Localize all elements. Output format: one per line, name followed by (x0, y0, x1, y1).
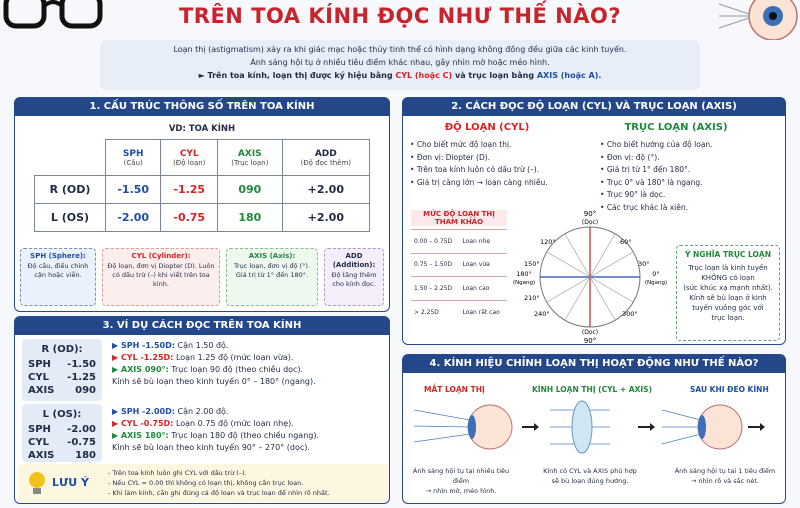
example-left-explain: ▶ SPH -2.00D: Cận 2.00 độ. ▶ CYL -0.75D: Loạn 0.75 độ (mức loạn nhẹ). ▶ AXIS 180°: Trục loạn 180 độ (theo chiều ngang). Kính sẽ bù loạn theo kinh tuyến 90° – 270° (dọc). (112, 407, 320, 452)
intro-line-2: Ánh sáng hội tụ ở nhiều tiêu điểm khác nhau, gây nhìn mờ hoặc méo hình. (250, 58, 550, 67)
txt: Trục loạn 180 độ (theo chiều ngang). (171, 431, 320, 440)
dial-label-left: 180° (516, 270, 532, 278)
val: -1.50 (67, 359, 96, 370)
def-axis (226, 248, 318, 306)
intro-box (100, 40, 700, 90)
caption-3 (668, 466, 782, 486)
def-text: Trục loạn, đơn vị độ (°). Giá trị từ 1° đến 180°. (233, 262, 311, 279)
lbl: AXIS (28, 385, 55, 396)
example-left-values (22, 404, 102, 462)
key: CYL -0.75D: (120, 419, 174, 428)
cap-line: Kính có CYL và AXIS phù hợp (543, 467, 637, 475)
meaning-line: KHÔNG có loạn (701, 274, 755, 282)
level-label: Loạn cao (459, 277, 507, 301)
level-label: Loạn vừa (459, 253, 507, 277)
table-row (411, 277, 507, 301)
prescription-table (34, 139, 370, 232)
dial-label-top: 90° (583, 210, 597, 218)
dial-210: 210° (524, 294, 540, 302)
example-right-explain: ▶ SPH -1.50D: Cận 1.50 độ. ▶ CYL -1.25D: Loạn 1.25 độ (mức loạn vừa). ▶ AXIS 090°: Trục loạn 90 độ (theo chiều dọc). Kính sẽ bù loạn theo kinh tuyến 0° – 180° (ngang). (112, 341, 316, 386)
example-eye: R (OD): (41, 344, 83, 355)
axis-heading: TRỤC LOẠN (AXIS) (624, 122, 728, 133)
axis-dial (510, 208, 670, 345)
dial-240: 240° (534, 310, 550, 318)
def-title: ADD (Addition): (332, 252, 376, 269)
def-add (324, 248, 384, 306)
cell: +2.00 (282, 204, 369, 232)
correction-illustration (410, 396, 780, 458)
lbl: AXIS (28, 450, 55, 461)
col-name: CYL (179, 148, 199, 159)
lbl: SPH (28, 424, 51, 435)
example-eye: L (OS): (42, 409, 82, 420)
after-heading: SAU KHI ĐEO KÍNH (690, 385, 769, 394)
list-item: • Trục 0° và 180° là ngang. (600, 177, 713, 190)
level-range: 1.50 – 2.25D (411, 277, 459, 301)
dial-150: 150° (524, 260, 540, 268)
key: AXIS 180°: (120, 431, 169, 440)
cyl-heading: ĐỘ LOẠN (CYL) (444, 122, 530, 133)
meaning-line: Trục loạn là kinh tuyến (688, 264, 768, 272)
col-cyl (161, 140, 218, 176)
cap-line: sẽ bù loạn đúng hướng. (551, 477, 629, 485)
note-line: - Trên toa kính luôn ghi CYL với dấu trừ (–). (108, 469, 247, 477)
def-title: AXIS (Axis): (248, 252, 296, 260)
note-line: - Khi làm kính, cần ghi đúng cả độ loạn và trục loạn để nhìn rõ nhất. (108, 489, 330, 497)
example-right-values (22, 339, 102, 401)
txt: Trục loạn 90 độ (theo chiều dọc). (171, 365, 304, 374)
table-row (35, 204, 370, 232)
level-range: > 2.25D (411, 300, 459, 324)
intro-line-3 (100, 69, 700, 82)
key: CYL -1.25D: (120, 353, 174, 362)
col-name: AXIS (237, 148, 262, 159)
cyl-list (410, 139, 548, 189)
list-item: • Các trục khác là xiên. (600, 202, 713, 215)
note-box (18, 464, 388, 502)
dial-sub-top: (Dọc) (581, 219, 599, 226)
dial-label-bottom: 90° (583, 337, 597, 345)
dial-120: 120° (540, 238, 556, 246)
lightbulb-icon (26, 470, 48, 498)
section-2-heading: 2. CÁCH ĐỌC ĐỘ LOẠN (CYL) VÀ TRỤC LOẠN (AXIS) (403, 98, 785, 116)
intro-text-2: và trục loạn bằng (455, 71, 535, 80)
cap-line: Ánh sáng hội tụ tại nhiều tiêu điểm (412, 467, 510, 485)
lbl: SPH (28, 359, 51, 370)
intro-line-1: Loạn thị (astigmatism) xảy ra khi giác mạc hoặc thủy tinh thể có hình dạng không đồng đều giữa các kinh tuyến. (173, 45, 627, 54)
val: -2.00 (67, 424, 96, 435)
list-item: • Trục 90° là dọc. (600, 189, 713, 202)
caption-2 (530, 466, 650, 486)
cell: +2.00 (282, 176, 369, 204)
section-3-heading: 3. VÍ DỤ CÁCH ĐỌC TRÊN TOA KÍNH (15, 317, 389, 335)
def-title: CYL (Cylinder): (131, 252, 191, 260)
col-name: ADD (314, 148, 337, 159)
dial-sub-right: (Ngang) (644, 280, 668, 286)
col-name: SPH (122, 148, 144, 159)
level-range: 0.00 – 0.75D (411, 230, 459, 254)
lens-heading: KÍNH LOẠN THỊ (CYL + AXIS) (532, 385, 652, 394)
table-row (411, 300, 507, 324)
list-item: • Giá trị càng lớn → loạn càng nhiều. (410, 177, 548, 190)
def-title: SPH (Sphere): (30, 252, 86, 260)
cell: -1.25 (161, 176, 218, 204)
cap-line: Ánh sáng hội tụ tại 1 tiêu điểm (674, 467, 776, 475)
dial-sub-left: (Ngang) (512, 280, 536, 286)
lbl: CYL (28, 437, 49, 448)
meaning-heading: Ý NGHĨA TRỤC LOẠN (684, 250, 772, 259)
level-heading: MỨC ĐỘ LOẠN THỊ THAM KHẢO (411, 210, 507, 226)
level-label: Loạn rất cao (459, 300, 507, 324)
section-1-heading: 1. CẤU TRÚC THÔNG SỐ TRÊN TOA KÍNH (15, 98, 389, 116)
page-title: TRÊN TOA KÍNH ĐỌC NHƯ THẾ NÀO? (178, 4, 622, 28)
val: -0.75 (67, 437, 96, 448)
dial-60: 60° (620, 238, 632, 246)
eye-astig-heading: MẮT LOẠN THỊ (424, 385, 485, 394)
meaning-line: tuyến vuông góc với (692, 304, 764, 312)
caption-1 (406, 466, 516, 496)
def-text: Độ loạn, đơn vị Diopter (D). Luôn có dấu trừ (–) khi viết trên toa kính. (107, 262, 215, 288)
cell: -0.75 (161, 204, 218, 232)
def-cyl (102, 248, 220, 306)
example-label: VD: TOA KÍNH (168, 124, 236, 134)
table-row (411, 230, 507, 254)
section-4-heading: 4. KÍNH HIỆU CHỈNH LOẠN THỊ HOẠT ĐỘNG NHƯ THẾ NÀO? (403, 355, 785, 373)
axis-list (600, 139, 713, 214)
dial-300: 300° (622, 310, 638, 318)
row-eye: R (OD) (35, 176, 106, 204)
note-line: - Nếu CYL = 0.00 thì không có loạn thị, không cần trục loạn. (108, 479, 304, 487)
meaning-line: trục loạn. (711, 314, 745, 322)
list-item: • Đơn vị: độ (°). (600, 152, 713, 165)
txt: Cận 2.00 độ. (177, 407, 229, 416)
list-item: • Đơn vị: Diopter (D). (410, 152, 548, 165)
col-sub: (Trục loạn) (231, 158, 269, 167)
txt: Kính sẽ bù loạn theo kinh tuyến 90° – 270° (dọc). (112, 443, 310, 452)
def-text: Độ cầu, điều chỉnh cận hoặc viễn. (27, 262, 89, 279)
meaning-line: Kính sẽ bù loạn ở kinh (689, 294, 767, 302)
list-item: • Giá trị từ 1° đến 180°. (600, 164, 713, 177)
cell: 090 (218, 176, 283, 204)
dial-30: 30° (638, 260, 650, 268)
intro-cyl: CYL (hoặc C) (395, 71, 453, 80)
col-add (282, 140, 369, 176)
dial-label-right: 0° (652, 270, 660, 278)
note-text (108, 468, 330, 498)
val: 090 (75, 385, 96, 396)
list-item: • Trên toa kính luôn có dấu trừ (–). (410, 164, 548, 177)
cell: 180 (218, 204, 283, 232)
def-sph (20, 248, 96, 306)
txt: Kính sẽ bù loạn theo kinh tuyến 0° – 180° (ngang). (112, 377, 316, 386)
level-range: 0.75 – 1.50D (411, 253, 459, 277)
row-eye: L (OS) (35, 204, 106, 232)
intro-text: ► Trên toa kính, loạn thị được ký hiệu bằng (198, 71, 393, 80)
axis-meaning-box (676, 245, 780, 341)
key: SPH -1.50D: (120, 341, 175, 350)
key: SPH -2.00D: (120, 407, 175, 416)
cell: -1.50 (105, 176, 160, 204)
col-sph (105, 140, 160, 176)
col-axis (218, 140, 283, 176)
val: -1.25 (67, 372, 96, 383)
val: 180 (75, 450, 96, 461)
meaning-line: (sức khúc xạ mạnh nhất). (683, 284, 773, 292)
key: AXIS 090°: (120, 365, 169, 374)
note-label: LƯU Ý (52, 476, 89, 489)
col-sub: (Độ loạn) (173, 158, 206, 167)
txt: Loạn 0.75 độ (mức loạn nhẹ). (175, 419, 294, 428)
def-text: Độ tăng thêm cho kính đọc. (331, 271, 377, 288)
cap-line: → nhìn rõ và sắc nét. (691, 477, 759, 485)
txt: Cận 1.50 độ. (177, 341, 229, 350)
col-sub: (Độ đọc thêm) (300, 158, 352, 167)
lbl: CYL (28, 372, 49, 383)
list-item: • Cho biết mức độ loạn thị. (410, 139, 548, 152)
txt: Loạn 1.25 độ (mức loạn vừa). (175, 353, 294, 362)
intro-axis: AXIS (hoặc A). (536, 71, 602, 80)
dial-sub-bottom: (Dọc) (581, 329, 599, 336)
col-sub: (Cầu) (123, 158, 143, 167)
cap-line: → nhìn mờ, méo hình. (425, 487, 497, 495)
level-label: Loạn nhẹ (459, 230, 507, 254)
table-row (411, 253, 507, 277)
list-item: • Cho biết hướng của độ loạn. (600, 139, 713, 152)
cell: -2.00 (105, 204, 160, 232)
table-corner (35, 140, 106, 176)
table-row (35, 176, 370, 204)
level-table (411, 229, 507, 324)
